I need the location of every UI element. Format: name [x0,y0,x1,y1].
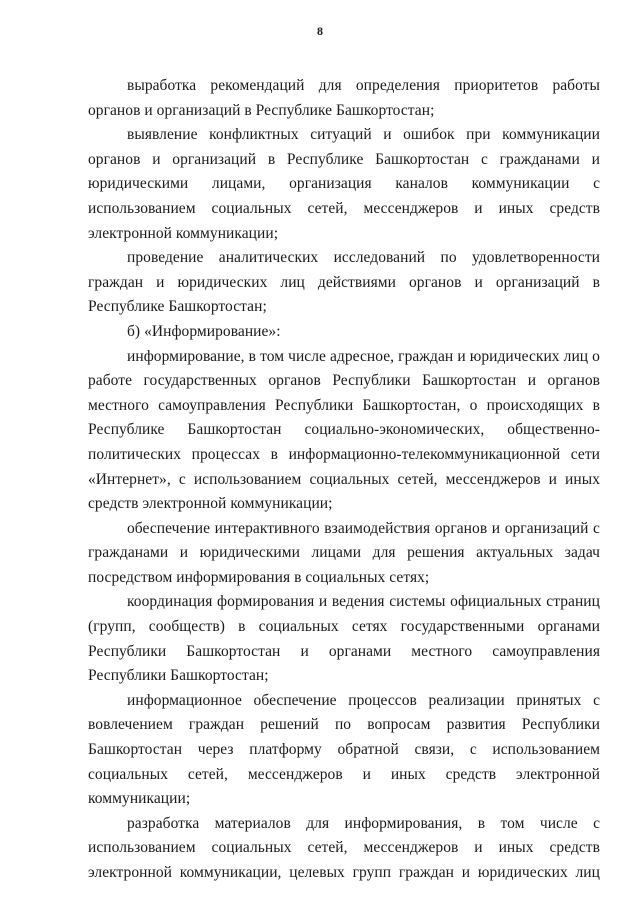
paragraph-official-pages-coordination: координация формирования и ведения системы официальных страниц (групп, сообществ) в социальных сетях государственными органами Республики Башкортостан и органами местного самоуправления Республики Башкортостан; [88,593,600,685]
section-heading-informing: б) «Информирование»: [127,322,281,340]
paragraph-informing: информирование, в том числе адресное, граждан и юридических лиц о работе государственных органов Республики Башкортостан и органов местного самоуправления Республики Башкортостан, о происходящих в Республике Башкортостан социально-экономических, общественно-политических процессах в информационно-телекоммуникационной сети «Интернет», с использованием социальных сетей, мессенджеров и иных средств электронной коммуникации; [88,347,600,513]
paragraph-conflict-detection: выявление конфликтных ситуаций и ошибок при коммуникации органов и организаций в Республике Башкортостан с гражданами и юридическими лицами, организация каналов коммуникации с использованием социальных сетей, мессенджеров и иных средств электронной коммуникации; [88,126,600,242]
paragraph-interactive-interaction: обеспечение интерактивного взаимодействия органов и организаций с гражданами и юридическими лицами для решения актуальных задач посредством информирования в социальных сетях; [88,519,600,586]
document-body [88,74,600,886]
page-number: 8 [317,24,323,38]
paragraph-materials-development: разработка материалов для информирования, в том числе с использованием социальных сетей, мессенджеров и иных средств электронной коммуникации, целевых групп граждан и юридических лиц [88,814,600,881]
paragraph-recommendations: выработка рекомендаций для определения приоритетов работы органов и организаций в Республике Башкортостан; [88,77,600,119]
paragraph-analytical-research: проведение аналитических исследований по удовлетворенности граждан и юридических лиц действиями органов и организаций в Республике Башкортостан; [88,249,600,316]
paragraph-feedback-platform: информационное обеспечение процессов реализации принятых с вовлечением граждан решений по вопросам развития Республики Башкортостан через платформу обратной связи, с использованием социальных сетей, мессенджеров и иных средств электронной коммуникации; [88,691,600,808]
